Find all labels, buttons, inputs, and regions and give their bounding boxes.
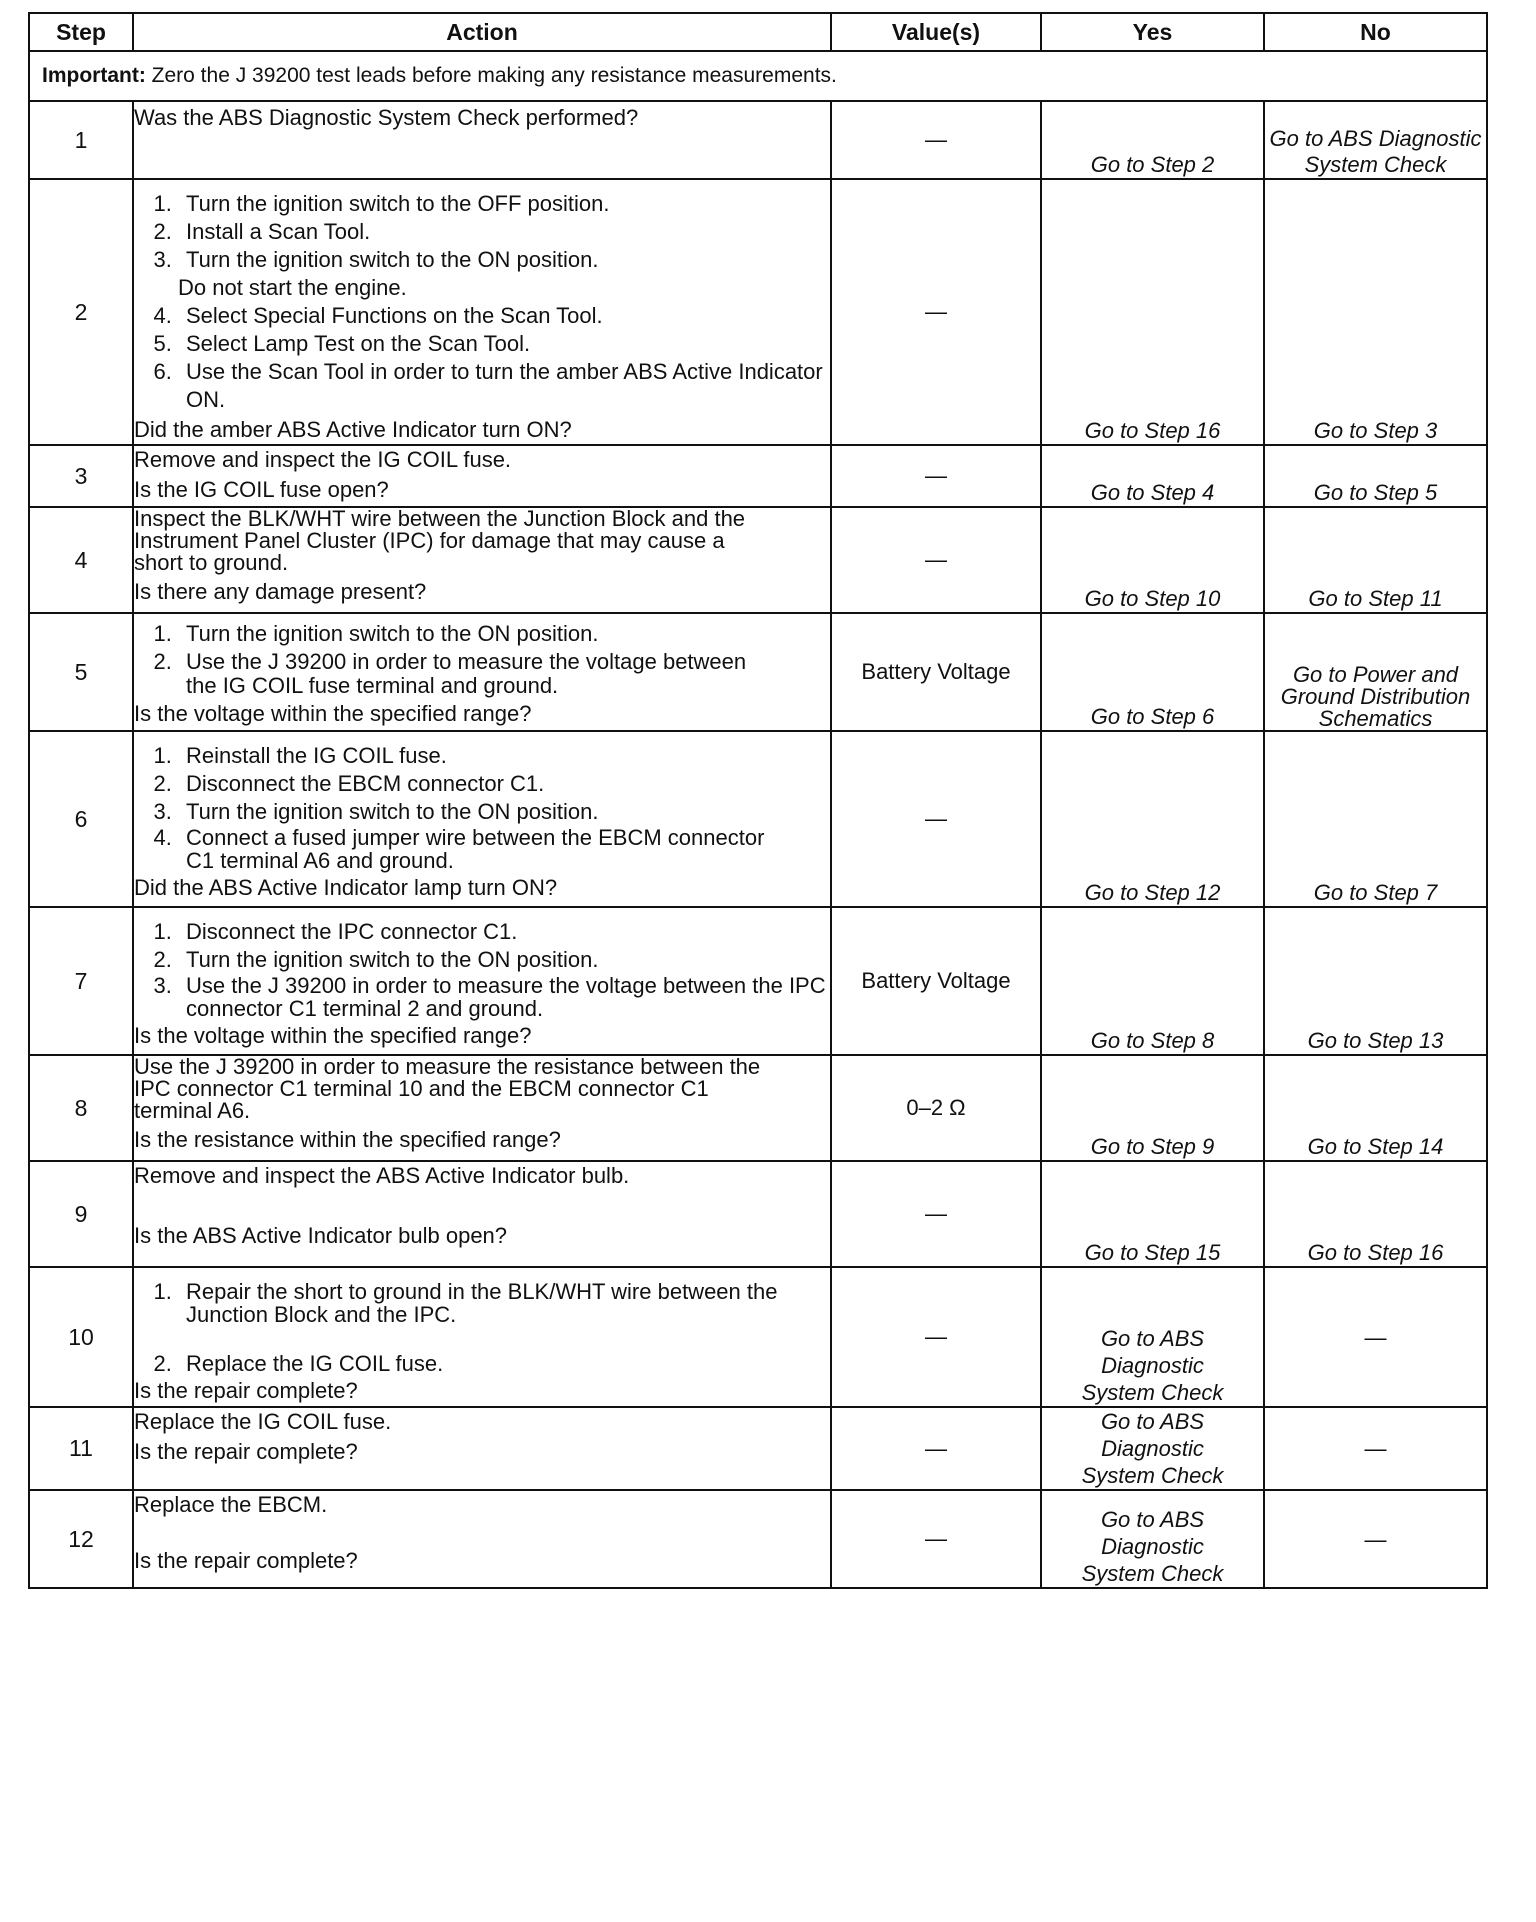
step-number: 11 (29, 1407, 133, 1490)
action-cell (133, 731, 831, 907)
list-item: 6. Use the Scan Tool in order to turn the amber ABS Active Indicator ON. (178, 358, 830, 414)
value-cell: — (831, 1490, 1041, 1588)
step-number: 3 (29, 445, 133, 507)
question-text: Did the amber ABS Active Indicator turn ON? (134, 417, 572, 442)
no-cell: Go to Step 3 (1264, 179, 1487, 445)
list-item: 3. Use the J 39200 in order to measure the voltage between the IPC connector C1 terminal 2 and ground. (178, 974, 830, 1020)
table-row (29, 731, 1487, 907)
question-text: Is the voltage within the specified range? (134, 701, 532, 726)
no-cell: — (1264, 1267, 1487, 1407)
action-cell (133, 1407, 831, 1490)
yes-cell: Go to Step 4 (1041, 445, 1264, 507)
step-number: 5 (29, 613, 133, 731)
value-cell: Battery Voltage (831, 613, 1041, 731)
list-item: 1. Reinstall the IG COIL fuse. (178, 742, 830, 770)
list-item: 1. Repair the short to ground in the BLK/WHT wire between the Junction Block and the IPC. (178, 1280, 830, 1326)
action-cell (133, 1267, 831, 1407)
yes-cell: Go to Step 12 (1041, 731, 1264, 907)
action-cell (133, 613, 831, 731)
yes-cell: Go to Step 2 (1041, 101, 1264, 179)
yes-cell: Go to ABS Diagnostic System Check (1041, 1267, 1264, 1407)
no-cell: — (1264, 1407, 1487, 1490)
question-text: Is there any damage present? (134, 579, 427, 604)
list-item: 2. Disconnect the EBCM connector C1. (178, 770, 830, 798)
yes-cell: Go to Step 9 (1041, 1055, 1264, 1161)
no-cell: Go to Step 7 (1264, 731, 1487, 907)
important-label: Important: (42, 64, 146, 87)
step-number: 6 (29, 731, 133, 907)
no-cell: Go to Step 14 (1264, 1055, 1487, 1161)
value-cell: — (831, 731, 1041, 907)
diagnostic-table-sheet (28, 12, 1486, 1589)
value-cell: — (831, 1267, 1041, 1407)
value-cell: — (831, 507, 1041, 613)
table-row (29, 1490, 1487, 1588)
table-row (29, 101, 1487, 179)
step-number: 8 (29, 1055, 133, 1161)
table-header-row (29, 13, 1487, 51)
action-cell (133, 1055, 831, 1161)
header-no: No (1264, 13, 1487, 51)
value-cell: Battery Voltage (831, 907, 1041, 1055)
no-cell: Go to Step 11 (1264, 507, 1487, 613)
list-item: 3. Turn the ignition switch to the ON position. (178, 246, 830, 274)
action-text: Replace the IG COIL fuse. (134, 1409, 392, 1434)
diagnostic-table (28, 12, 1488, 1589)
step-number: 10 (29, 1267, 133, 1407)
important-text: Zero the J 39200 test leads before making any resistance measurements. (145, 64, 837, 87)
no-cell: Go to Step 16 (1264, 1161, 1487, 1267)
table-row (29, 1161, 1487, 1267)
question-text: Is the repair complete? (134, 1548, 358, 1573)
value-cell: 0–2 Ω (831, 1055, 1041, 1161)
yes-cell: Go to ABS Diagnostic System Check (1041, 1490, 1264, 1588)
step-number: 2 (29, 179, 133, 445)
action-cell (133, 1490, 831, 1588)
table-row (29, 445, 1487, 507)
list-item: 3. Turn the ignition switch to the ON position. (178, 798, 830, 826)
action-cell (133, 179, 831, 445)
no-cell: Go to Step 5 (1264, 445, 1487, 507)
no-cell: Go to Power and Ground Distribution Schematics (1264, 613, 1487, 731)
step-number: 1 (29, 101, 133, 179)
value-cell: — (831, 1407, 1041, 1490)
table-row (29, 907, 1487, 1055)
header-values: Value(s) (831, 13, 1041, 51)
no-text: Go to ABS Diagnostic System Check (1269, 126, 1482, 177)
question-text: Is the repair complete? (134, 1439, 358, 1464)
step-number: 4 (29, 507, 133, 613)
table-row (29, 1407, 1487, 1490)
list-item: 1. Turn the ignition switch to the OFF position. (178, 190, 830, 218)
question-text: Is the ABS Active Indicator bulb open? (134, 1223, 508, 1248)
list-item: 2. Use the J 39200 in order to measure the voltage between the IG COIL fuse terminal and ground. (178, 650, 830, 698)
action-text: Remove and inspect the IG COIL fuse. (134, 447, 512, 472)
action-cell (133, 507, 831, 613)
value-cell: — (831, 101, 1041, 179)
header-action: Action (133, 13, 831, 51)
question-text: Is the voltage within the specified range? (134, 1023, 532, 1048)
table-row (29, 1055, 1487, 1161)
important-note-row (29, 51, 1487, 101)
question-text: Was the ABS Diagnostic System Check performed? (134, 105, 639, 130)
yes-cell: Go to Step 16 (1041, 179, 1264, 445)
table-row (29, 507, 1487, 613)
question-text: Is the repair complete? (134, 1378, 358, 1403)
step-number: 7 (29, 907, 133, 1055)
action-text: Use the J 39200 in order to measure the resistance between the IPC connector C1 terminal 10 and the EBCM connector C1 terminal A6. (134, 1054, 761, 1123)
yes-cell: Go to Step 15 (1041, 1161, 1264, 1267)
action-text: Remove and inspect the ABS Active Indicator bulb. (134, 1163, 630, 1188)
action-cell (133, 1161, 831, 1267)
header-step: Step (29, 13, 133, 51)
yes-cell: Go to Step 10 (1041, 507, 1264, 613)
step-number: 12 (29, 1490, 133, 1588)
yes-cell: Go to Step 6 (1041, 613, 1264, 731)
value-cell: — (831, 445, 1041, 507)
action-cell (133, 445, 831, 507)
list-item: 1. Disconnect the IPC connector C1. (178, 918, 830, 946)
list-item-continuation: Do not start the engine. (178, 275, 407, 300)
action-cell (133, 907, 831, 1055)
list-item: 4. Select Special Functions on the Scan Tool. (178, 302, 830, 330)
list-item: 4. Connect a fused jumper wire between the EBCM connector C1 terminal A6 and ground. (178, 826, 830, 872)
action-text: Replace the EBCM. (134, 1492, 328, 1517)
yes-cell: Go to Step 8 (1041, 907, 1264, 1055)
action-cell (133, 101, 831, 179)
step-number: 9 (29, 1161, 133, 1267)
no-cell (1264, 101, 1487, 179)
list-item: 1. Turn the ignition switch to the ON position. (178, 622, 830, 646)
header-yes: Yes (1041, 13, 1264, 51)
table-row (29, 1267, 1487, 1407)
question-text: Is the IG COIL fuse open? (134, 477, 389, 502)
action-text: Inspect the BLK/WHT wire between the Junction Block and the Instrument Panel Cluster (IPC) for damage that may cause a short to ground. (134, 506, 746, 575)
list-item: 2. Install a Scan Tool. (178, 218, 830, 246)
value-cell: — (831, 179, 1041, 445)
table-row (29, 613, 1487, 731)
value-cell: — (831, 1161, 1041, 1267)
question-text: Is the resistance within the specified range? (134, 1127, 561, 1152)
important-note (29, 51, 1487, 101)
no-cell: — (1264, 1490, 1487, 1588)
list-item: 5. Select Lamp Test on the Scan Tool. (178, 330, 830, 358)
yes-cell: Go to ABS Diagnostic System Check (1041, 1407, 1264, 1490)
list-item: 2. Replace the IG COIL fuse. (178, 1352, 830, 1375)
no-cell: Go to Step 13 (1264, 907, 1487, 1055)
question-text: Did the ABS Active Indicator lamp turn ON? (134, 875, 558, 900)
list-item: 2. Turn the ignition switch to the ON position. (178, 946, 830, 974)
table-row (29, 179, 1487, 445)
